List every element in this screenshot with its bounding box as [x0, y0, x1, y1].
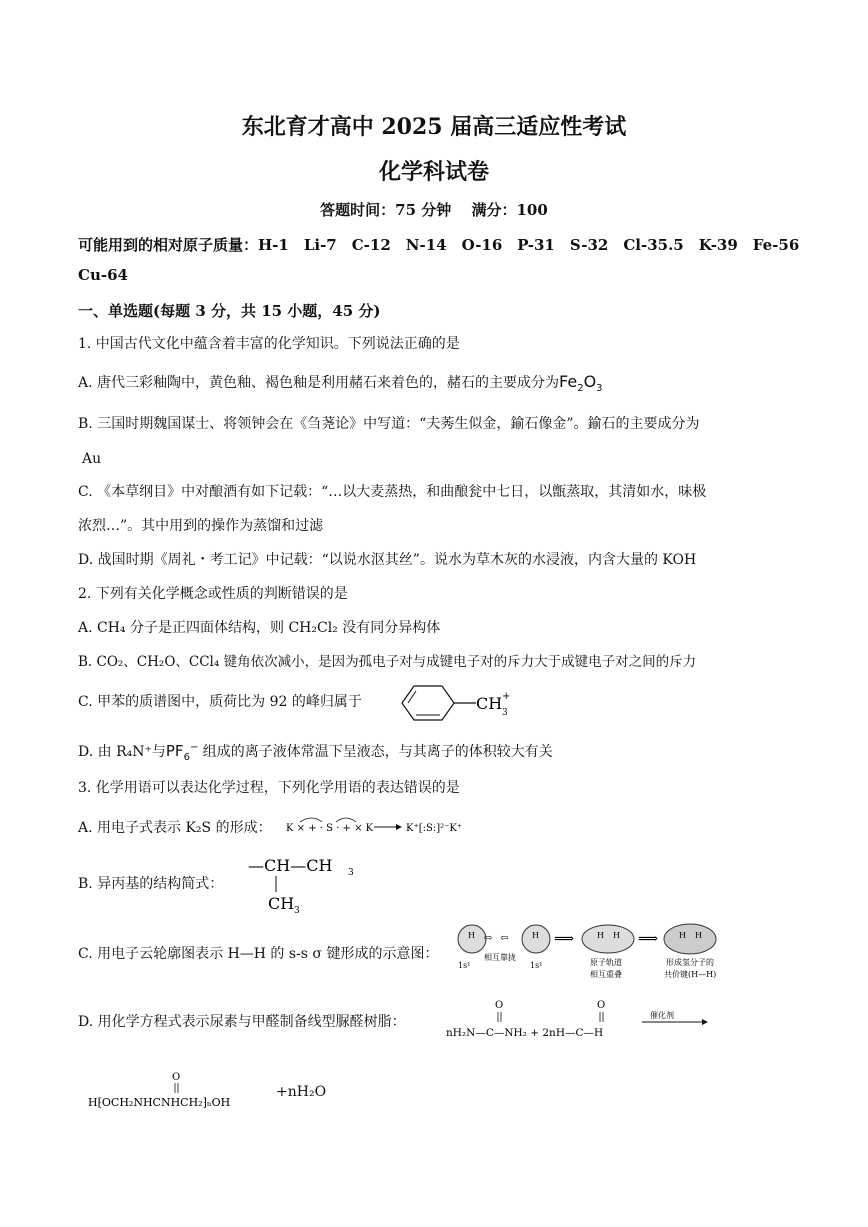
- product-polymer: H⁅OCH₂NHCNHCH₂⁆ₙOH: [88, 1096, 231, 1109]
- h-atom-label: H: [613, 931, 620, 940]
- pf6-anion: $PF_6^-$: [165, 742, 199, 763]
- product-carbonyl-o: O: [172, 1072, 181, 1083]
- water-byproduct: +nH₂O: [276, 1084, 327, 1100]
- h-atom-label: H: [597, 931, 604, 940]
- h2-molecule-orbital: [664, 924, 716, 954]
- catalyst-label: 催化剂: [650, 1011, 674, 1020]
- page-title: 东北育才高中 2025 届高三适应性考试: [241, 114, 627, 140]
- fe2o3-formula: $Fe_2O_3$: [559, 372, 603, 395]
- label-form-h2: 形成氢分子的: [666, 958, 714, 967]
- q1-option-a: [78, 372, 603, 399]
- isopropyl-structure: [246, 850, 366, 916]
- atomic-masses-line2: Cu-64: [78, 266, 128, 284]
- reaction-arrowhead: [396, 824, 402, 830]
- q1-option-c-line1: C. 《本草纲目》中对酿酒有如下记载：“…以大麦蒸热，和曲酿瓮中七日，以甑蒸取，其清如水，味极: [78, 484, 707, 500]
- q3-option-c: C. 用电子云轮廓图表示 H—H 的 s-s σ 键形成的示意图：: [78, 946, 439, 962]
- arrow-left-icon: ⇦: [500, 933, 509, 944]
- h-atom-label: H: [468, 931, 475, 940]
- q2-option-d-prefix: D. 由 R₄N⁺与: [78, 744, 166, 760]
- q1-option-b-line1: B. 三国时期魏国谋士、将领钟会在《刍荛论》中写道：“夫莠生似金，鍮石像金”。鍮石的主要成分为: [78, 416, 700, 432]
- toluene-cation-structure: [394, 680, 524, 726]
- q2-option-b: B. CO₂、CH₂O、CCl₄ 键角依次减小，是因为孤电子对与成键电子对的斥力大于成键电子对之间的斥力: [78, 654, 697, 670]
- h-atom-label: H: [695, 931, 702, 940]
- methyl-sub: 3: [502, 708, 508, 718]
- label-orbital: 原子轨道: [590, 958, 622, 967]
- label-1s-left: 1s¹: [458, 961, 471, 970]
- page-subtitle: 化学科试卷: [378, 159, 489, 185]
- q2-stem: 2. 下列有关化学概念或性质的判断错误的是: [78, 586, 348, 602]
- time-info: 答题时间：75 分钟 满分：100: [320, 201, 548, 219]
- h-atom-label: H: [532, 931, 539, 940]
- double-arrow-icon: ⟹: [638, 931, 659, 947]
- q3-option-d: D. 用化学方程式表示尿素与甲醛制备线型脲醛树脂：: [78, 1014, 406, 1030]
- isopropyl-bottom: CH: [268, 894, 295, 913]
- q3-option-a: A. 用电子式表示 K₂S 的形成：: [78, 820, 272, 836]
- double-arrow-icon: ⟹: [554, 931, 575, 947]
- reactants: nH₂N—C—NH₂ + 2nH—C—H: [446, 1027, 604, 1039]
- q1-option-a-text: A. 唐代三彩釉陶中，黄色釉、褐色釉是利用赭石来着色的，赭石的主要成分为: [78, 375, 560, 391]
- carbonyl-o-1: O: [495, 1000, 504, 1011]
- q2-option-c: C. 甲苯的质谱图中，质荷比为 92 的峰归属于: [78, 694, 362, 710]
- urea-formaldehyde-product: [86, 1066, 282, 1112]
- q1-stem: 1. 中国古代文化中蕴含着丰富的化学知识。下列说法正确的是: [78, 336, 460, 352]
- q3-stem: 3. 化学用语可以表达化学过程，下列化学用语的表达错误的是: [78, 780, 460, 796]
- carbonyl-o-2: O: [597, 1000, 606, 1011]
- label-overlap: 相互重叠: [590, 970, 622, 979]
- label-covalent-bond: 共价键(H—H): [664, 970, 717, 979]
- atomic-masses-line1: 可能用到的相对原子质量：H-1 Li-7 C-12 N-14 O-16 P-31 S-32 Cl-35.5 K-39 Fe-56: [78, 236, 800, 254]
- isopropyl-bottom-sub: 3: [294, 906, 300, 916]
- q2-option-d-suffix: 组成的离子液体常温下呈液态，与其离子的体积较大有关: [198, 744, 553, 760]
- hh-sigma-bond-diagram: [450, 920, 740, 982]
- q3-option-b: B. 异丙基的结构简式：: [78, 876, 224, 892]
- q1-option-b-line2: Au: [82, 451, 102, 467]
- q1-option-c-line2: 浓烈…”。其中用到的操作为蒸馏和过滤: [78, 518, 324, 534]
- section-heading: 一、单选题(每题 3 分，共 15 小题，45 分): [78, 302, 381, 320]
- urea-formaldehyde-equation: [444, 996, 714, 1042]
- reaction-arrowhead: [702, 1019, 708, 1025]
- overlapping-orbitals: [582, 925, 634, 953]
- h-atom-label: H: [679, 931, 686, 940]
- methyl-label: CH: [476, 694, 503, 713]
- k2s-right: K⁺[:S:]²⁻K⁺: [406, 823, 463, 834]
- q2-option-d: [78, 738, 553, 768]
- arrow-right-icon: ⇨: [484, 933, 493, 944]
- k2s-left: K × + · S · + × K: [286, 823, 374, 834]
- electron-transfer-arrow: [300, 818, 322, 822]
- isopropyl-top-sub: 3: [348, 868, 354, 878]
- k2s-electron-formation: [284, 816, 484, 838]
- cation-charge: +: [502, 691, 511, 702]
- label-1s-right: 1s¹: [530, 961, 543, 970]
- label-approach: 相互靠拢: [484, 953, 516, 962]
- q1-option-d: D. 战国时期《周礼・考工记》中记载：“以说水沤其丝”。说水为草木灰的水浸液，内含大量的 KOH: [78, 552, 697, 568]
- isopropyl-top: —CH—CH: [248, 856, 333, 875]
- electron-transfer-arrow: [336, 818, 356, 822]
- q2-option-a: A. CH₄ 分子是正四面体结构，则 CH₂Cl₂ 没有同分异构体: [78, 620, 441, 636]
